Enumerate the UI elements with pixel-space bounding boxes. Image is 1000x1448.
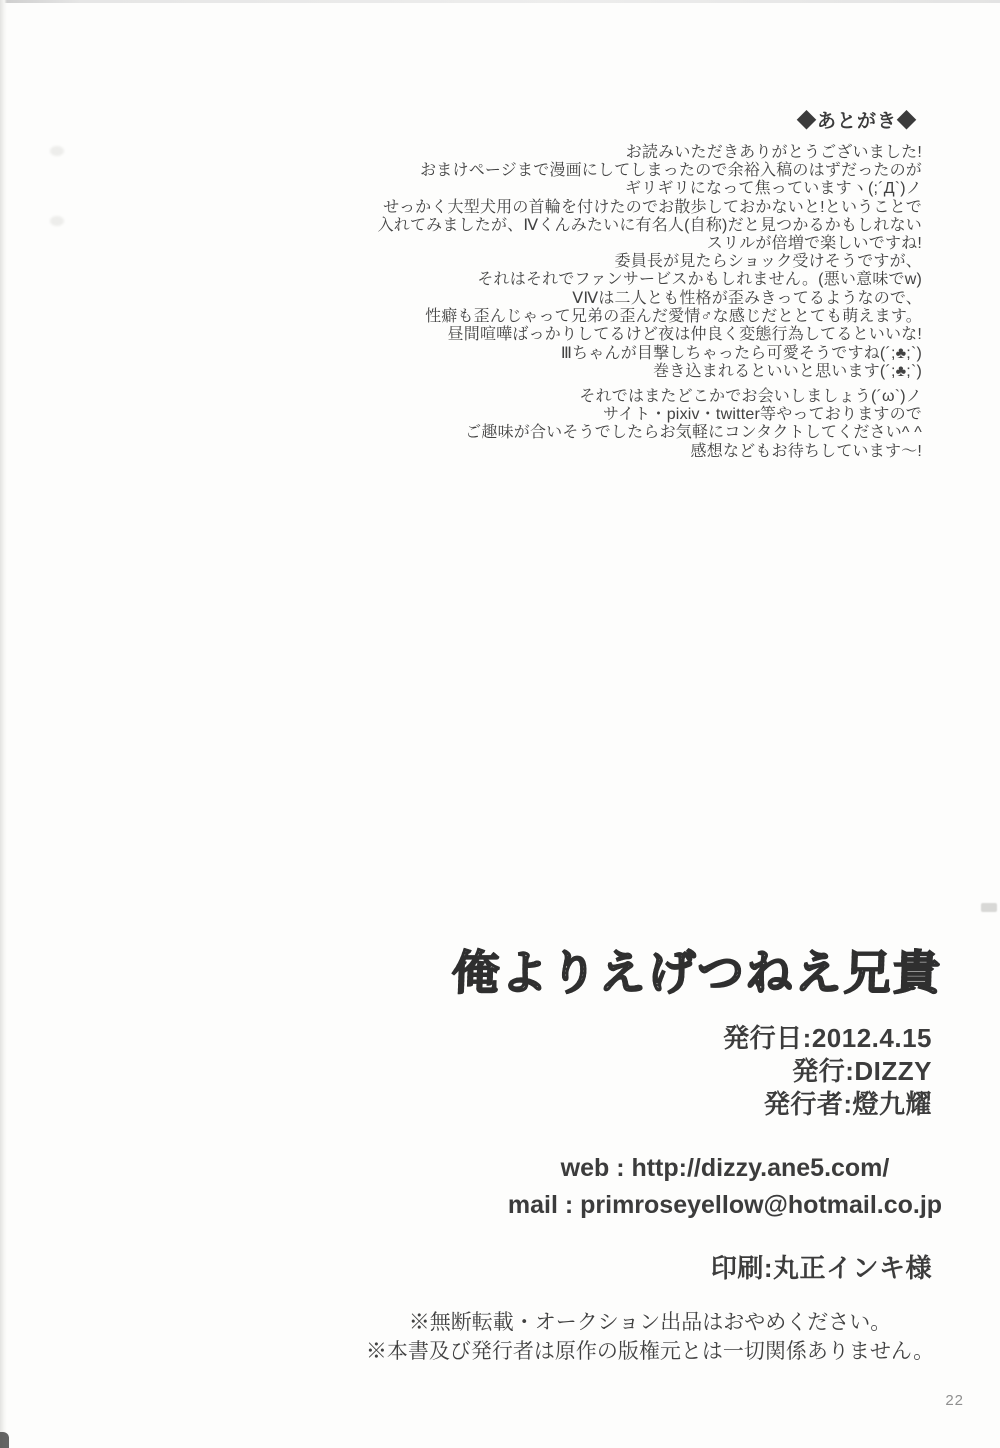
afterword-line: スリルが倍増で楽しいですね!: [706, 235, 922, 253]
colophon-info: [723, 1022, 932, 1121]
afterword-line: 入れてみましたが、Ⅳくんみたいに有名人(自称)だと見つかるかもしれない: [377, 216, 922, 234]
colophon-contact: [440, 1150, 1000, 1224]
book-title: 俺よりえげつねえ兄貴: [451, 936, 943, 1003]
afterword-line: ギリギリになって焦っていますヽ(;´Д`)ノ: [625, 180, 922, 198]
scan-corner-mark: [0, 1432, 9, 1448]
afterword-line: 巻き込まれるといいと思います(´;♣;`): [653, 362, 922, 380]
afterword-line: サイト・pixiv・twitter等やっておりますので: [603, 406, 922, 424]
afterword-line: おまけページまで漫画にしてしまったので余裕入稿のはずだったのが: [420, 162, 922, 180]
afterword-line: 委員長が見たらショック受けそうですが、: [614, 253, 922, 271]
colophon-mail-address: mail : primroseyellow@hotmail.co.jp: [507, 1191, 943, 1219]
afterword-paragraph-2: [425, 290, 922, 381]
scan-edge-top: [0, 0, 1000, 3]
afterword-line: せっかく大型犬用の首輪を付けたのでお散歩しておかないと!ということで: [383, 198, 922, 216]
scan-speck: [50, 216, 64, 226]
colophon-publish-date: 発行日:2012.4.15: [723, 1023, 932, 1053]
colophon-publisher: 発行:DIZZY: [792, 1056, 932, 1086]
colophon-web-url: web : http://dizzy.ane5.com/: [560, 1154, 890, 1182]
afterword-line: それはそれでファンサービスかもしれません。(悪い意味でw): [477, 271, 922, 289]
scan-speck: [50, 146, 64, 156]
afterword-line: 昼間喧嘩ばっかりしてるけど夜は仲良く変態行為してるといいな!: [447, 326, 922, 344]
afterword-line: ご趣味が合いそうでしたらお気軽にコンタクトしてください^ ^: [465, 424, 922, 442]
afterword-header: ◆あとがき◆: [796, 111, 917, 132]
afterword-line: 感想などもお待ちしています～!: [690, 442, 922, 460]
scan-edge-left: [0, 0, 7, 1448]
afterword-line: ⅤⅣは二人とも性格が歪みきってるようなので、: [572, 290, 922, 307]
afterword-paragraph-3: [465, 388, 922, 461]
page-number: 22: [945, 1392, 964, 1409]
colophon-notices: [320, 1308, 980, 1366]
colophon-author: 発行者:燈九耀: [763, 1089, 932, 1119]
afterword-line: それではまたどこかでお会いしましょう(´ω`)ノ: [579, 388, 922, 405]
afterword-paragraph-1: [378, 144, 922, 290]
colophon-printer: 印刷:丸正インキ様: [710, 1253, 932, 1283]
afterword-line: お読みいただきありがとうございました!: [625, 144, 922, 161]
scan-speck: [981, 903, 997, 912]
notice-line: ※無断転載・オークション出品はおやめください。: [408, 1311, 892, 1334]
afterword-line: Ⅲちゃんが目撃しちゃったら可愛そうですね(´;♣;`): [560, 344, 922, 362]
afterword-line: 性癖も歪んじゃって兄弟の歪んだ愛情♂な感じだととても萌えます。: [425, 308, 922, 326]
notice-line: ※本書及び発行者は原作の版権元とは一切関係ありません。: [365, 1340, 935, 1363]
